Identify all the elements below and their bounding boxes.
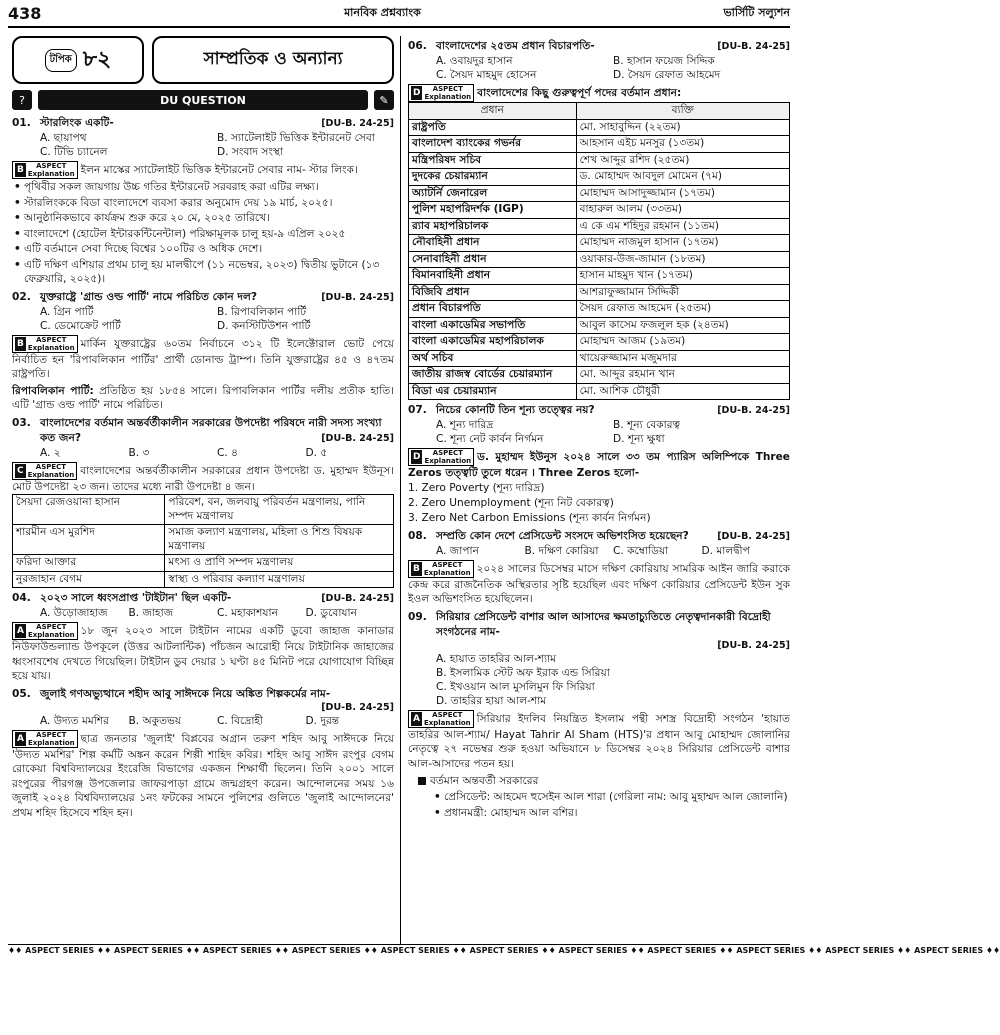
exam-tag: [DU-B. 24-25] <box>321 701 394 713</box>
table-row <box>409 202 790 219</box>
topic-badge <box>12 36 144 84</box>
position-cell: পুলিশ মহাপরিদর্শক (IGP) <box>409 202 577 219</box>
explanation: A ASPECT Explanation সিরিয়ার ইদলিব নিয়ন্ত্রিত ইসলাম পন্থী সশস্ত্র বিদ্রোহী সংগঠন 'হায়াত তাহরির আল-শ্যাম/ Hayat Tahrir Al Sham (HTS)'র প্রধান আবু মোহাম্মদ জোলানির নেতৃত্বে ২৭ নভেম্বর শুরু হওয়া অভিযানে ৮ ডিসেম্বর ২০২৪ সিরিয়ার প্রেসিডেন্ট বাশার আল-আসাদের পতন হয়। <box>408 710 790 770</box>
position-cell: বাংলা একাডেমির মহাপরিচালক <box>409 334 577 351</box>
options <box>12 305 394 333</box>
aspect-badge: B ASPECT Explanation <box>12 335 78 353</box>
option-a: A. শূন্য দারিদ্র <box>436 419 494 431</box>
exam-tag: [DU-B. 24-25] <box>717 530 790 542</box>
question-5 <box>12 687 394 821</box>
options <box>408 652 790 708</box>
question-number: 05. <box>12 687 31 700</box>
aspect-badge: B ASPECT Explanation <box>408 560 474 578</box>
table-row <box>409 251 790 268</box>
person-cell: আবুল কাসেম ফজলুল হক (২৪তম) <box>576 317 789 334</box>
section-bar <box>12 90 394 110</box>
option-a: A. উড়োজাহাজ <box>40 607 108 619</box>
aspect-badge: A ASPECT Explanation <box>408 710 474 728</box>
table-row <box>409 152 790 169</box>
position-cell: জাতীয় রাজস্ব বোর্ডের চেয়ারম্যান <box>409 367 577 384</box>
question-9 <box>408 610 790 821</box>
option-d: D. তাহরির হায়া আল-শাম <box>436 694 547 707</box>
option-b: B. শূন্য বেকারত্ব <box>613 419 681 431</box>
topic-number: ৮২ <box>82 46 112 72</box>
option-d: D. সৈয়দ রেফাত আহমেদ <box>613 69 721 81</box>
question-number: 04. <box>12 592 31 604</box>
question-text: নিচের কোনটি তিন শূন্য তত্ত্বের নয়? <box>436 404 595 416</box>
option-a: A. জাপান <box>436 544 479 557</box>
person-cell: মো. আব্দুর রহমান খান <box>576 367 789 384</box>
list-item: 1. Zero Poverty (শূন্য দারিদ্র) <box>408 481 545 494</box>
list-item: 3. Zero Net Carbon Emissions (শূন্য কার্বন নির্গমন) <box>408 511 651 524</box>
option-b: B. ইসলামিক স্টেট অফ ইরাক এন্ড সিরিয়া <box>436 666 610 679</box>
table-row <box>409 350 790 367</box>
series-title: ভার্সিটি সল্যুশন <box>723 6 790 19</box>
position-cell: র‍্যাব মহাপরিচালক <box>409 218 577 235</box>
question-text: বাংলাদেশের বর্তমান অন্তর্বর্তীকালীন সরকারের উপদেষ্টা পরিষদে নারী সদস্য সংখ্যা কত জন? [DU-B. 24-25] <box>40 416 394 444</box>
exam-tag: [DU-B. 24-25] <box>717 639 790 651</box>
book-title: মানবিক প্রশ্নব্যাংক <box>344 6 421 19</box>
question-number: 09. <box>408 610 427 623</box>
aspect-badge: C ASPECT Explanation <box>12 462 77 480</box>
options <box>408 54 790 82</box>
table-row <box>409 334 790 351</box>
person-cell: মো. আশিক চৌধুরী <box>576 383 789 400</box>
page-number: 438 <box>8 4 42 23</box>
option-c: C. ৪ <box>217 446 239 459</box>
question-number: 07. <box>408 404 427 416</box>
topic-title: সাম্প্রতিক ও অন্যান্য <box>152 36 394 84</box>
position-cell: রাষ্ট্রপতি <box>409 119 577 136</box>
table-header-row: প্রধান ব্যক্তি <box>409 103 790 120</box>
position-cell: মন্ত্রিপরিষদ সচিব <box>409 152 577 169</box>
exam-tag: [DU-B. 24-25] <box>321 432 394 444</box>
table-row <box>409 235 790 252</box>
option-d: D. সংবাদ সংস্থা <box>217 146 283 158</box>
person-cell: বাহারুল আলম (৩৩তম) <box>576 202 789 219</box>
list-item: • এটি বর্তমানে সেবা দিচ্ছে বিশ্বের ১০০টির ও অধিক দেশে। <box>12 242 394 257</box>
person-cell: মো. সাহাবুদ্দিন (২২তম) <box>576 119 789 136</box>
topic-label: টপিক <box>45 49 77 72</box>
list-item: • পৃথিবীর সকল জায়গায় উচ্চ গতির ইন্টারনেট সরবরাহ করা এটির লক্ষ্য। <box>12 180 394 195</box>
person-cell: ড. মোহাম্মদ আবদুল মোমেন (৭ম) <box>576 169 789 186</box>
option-b: B. অকুতভয় <box>128 714 182 727</box>
exam-tag: [DU-B. 24-25] <box>321 593 394 604</box>
option-a: A. ২ <box>40 446 61 459</box>
options <box>12 131 394 159</box>
table-row <box>409 367 790 384</box>
person-cell: আহসান এইচ মনসুর (১৩তম) <box>576 136 789 153</box>
column-divider <box>400 36 401 944</box>
question-7 <box>408 403 790 526</box>
list-item: • প্রধানমন্ত্রী: মোহাম্মদ আল বশির। <box>432 806 790 821</box>
explanation: B ASPECT Explanation ২০২৪ সালের ডিসেম্বর মাসে দক্ষিণ কোরিয়ায় সামরিক আইন জারি করাকে কেন্দ্র করে রাজনৈতিক অস্থিরতার সৃষ্টি হয়েছিল এবং দক্ষিণ কোরিয়ার প্রেসিডেন্ট ইউন সুক ইওল অভিশংসিত হয়েছিলেন। <box>408 560 790 605</box>
question-text: ২০২৩ সালে ধ্বংসপ্রাপ্ত 'টাইটান' ছিল একটি- <box>40 592 232 604</box>
option-d: D. মালদ্বীপ <box>701 544 750 557</box>
explanation: A ASPECT Explanation ১৮ জুন ২০২৩ সালে টাইটান নামের একটি ডুবো জাহাজ কানাডার নিউফাউন্ডল্যান্ড উপকূলে (উত্তর আটলান্টিক) পাঁচজন আরোহী নিয়ে টাইটানিক জাহাজের ধ্বংসাবশেষ দেখতে গিয়েছিল। টাইটান ডুব দেয়ার ১ ঘণ্টা ৪৫ মিনিট পরে যোগাযোগ বিচ্ছিন্ন হয়ে যায়। <box>12 623 394 682</box>
position-cell: অ্যাটর্নি জেনারেল <box>409 185 577 202</box>
option-a: A. গ্রিন পার্টি <box>40 305 94 318</box>
left-column <box>12 36 394 820</box>
topic-banner <box>12 36 394 84</box>
question-text: সম্প্রতি কোন দেশে প্রেসিডেন্ট সংসদে অভিশংসিত হয়েছেন? <box>436 529 689 542</box>
aspect-badge: D ASPECT Explanation <box>408 84 474 102</box>
position-cell: প্রধান বিচারপতি <box>409 301 577 318</box>
option-a: A. হায়াত তাহরির আল-শ্যাম <box>436 652 557 665</box>
list-item: • স্টারলিংককে বিডা বাংলাদেশে ব্যবসা করার অনুমোদ দেয় ১৯ মার্চ, ২০২৫। <box>12 196 394 211</box>
option-c: C. টিভি চ্যানেল <box>40 146 108 158</box>
question-text: সিরিয়ার প্রেসিডেন্ট বাশার আল আসাদের ক্ষমতাচ্যুতিতে নেতৃত্বদানকারী বিদ্রোহী সংগঠনের নাম- <box>436 610 771 638</box>
exam-tag: [DU-B. 24-25] <box>321 118 394 129</box>
option-d: D. দুরন্ত <box>305 714 340 727</box>
options <box>408 418 790 446</box>
three-zeros-list <box>408 481 790 526</box>
option-b: B. হাসান ফয়েজ সিদ্দিক <box>613 55 715 67</box>
table-row: শারমীন এস মুরশিদ সমাজ কল্যাণ মন্ত্রণালয়, মহিলা ও শিশু বিষয়ক মন্ত্রণালয় <box>13 525 394 555</box>
position-cell: বিজিবি প্রধান <box>409 284 577 301</box>
person-cell: খায়েরুজ্জামান মজুমদার <box>576 350 789 367</box>
exam-tag: [DU-B. 24-25] <box>717 41 790 52</box>
bullet-list <box>408 790 790 820</box>
explanation: B ASPECT Explanation ইলন মাস্কের স্যাটেলাইট ভিত্তিক ইন্টারনেট সেবার নাম- স্টার লিংক। <box>12 161 394 179</box>
question-number: 02. <box>12 290 31 303</box>
table-row <box>409 218 790 235</box>
options <box>408 544 790 558</box>
position-cell: দুদকের চেয়ারম্যান <box>409 169 577 186</box>
option-d: D. ৫ <box>305 446 328 459</box>
question-number: 01. <box>12 117 31 129</box>
option-b: B. জাহাজ <box>128 607 174 619</box>
person-cell: হাসান মাহমুদ খান (১৭তম) <box>576 268 789 285</box>
table-row <box>409 383 790 400</box>
exam-tag: [DU-B. 24-25] <box>321 291 394 303</box>
aspect-badge: B ASPECT Explanation <box>12 161 78 179</box>
table-row <box>409 268 790 285</box>
page-header <box>8 6 790 28</box>
page-footer: ♦♦ ASPECT SERIES ♦♦ ASPECT SERIES ♦♦ ASPECT SERIES ♦♦ ASPECT SERIES ♦♦ ASPECT SERIES ♦♦ ASPECT SERIES ♦♦ ASPECT SERIES ♦♦ ASPECT SERIES ♦♦ ASPECT SERIES ♦♦ ASPECT SERIES ♦♦ ASPECT SERIES ♦♦ <box>8 946 1000 955</box>
aspect-badge: A ASPECT Explanation <box>12 622 78 640</box>
option-b: B. স্যাটেলাইট ভিত্তিক ইন্টারনেট সেবা <box>217 132 375 144</box>
person-cell: সৈয়দ রেফাত আহমেদ (২৫তম) <box>576 301 789 318</box>
option-d: D. শূন্য ক্ষুধা <box>613 433 665 445</box>
question-number: 08. <box>408 529 427 542</box>
option-a: A. ওবায়দুর হাসান <box>436 55 513 67</box>
list-item: • বাংলাদেশে (হোটেল ইন্টারকন্টিনেন্টাল) পরিক্ষামূলক চালু হয়-৯ এপ্রিল ২০২৫ <box>12 227 394 242</box>
table-row <box>409 317 790 334</box>
option-c: C. মহাকাশযান <box>217 607 278 619</box>
person-cell: মোহাম্মদ আজম (১৯তম) <box>576 334 789 351</box>
explanation: B ASPECT Explanation মার্কিন যুক্তরাষ্ট্রের ৬০তম নির্বাচনে ৩১২ টি ইলেক্টোরাল ভোট পেয়ে নির্বাচিত হন 'রিপাবলিকান পার্টির' প্রার্থী ডোনাল্ড ট্রাম্প। তিনি যুক্তরাষ্ট্রের ৪৫ ও ৪৭তম রাষ্ট্রপতি। <box>12 335 394 380</box>
list-item: 2. Zero Unemployment (শূন্য নিট বেকারত্ব) <box>408 496 614 509</box>
person-cell: ওয়াকার-উজ-জামান (১৮তম) <box>576 251 789 268</box>
explanation: C ASPECT Explanation বাংলাদেশের অন্তর্বর্তীকালীন সরকারের প্রধান উপদেষ্টা ড. মুহাম্মদ ইউনূস। মোট উপদেষ্টা ২৩ জন। তাদের মধ্যে নারী উপদেষ্টা ৪ জন। <box>12 462 394 493</box>
option-b: B. রিপাবলিকান পার্টি <box>217 305 307 318</box>
question-number: 06. <box>408 40 427 52</box>
list-item: • প্রেসিডেন্ট: আহমেদ হুসেইন আল শারা (গেরিলা নাম: আবু মুহাম্মদ আল জোলানি) <box>432 790 790 805</box>
options <box>12 446 394 460</box>
option-b: B. দক্ষিণ কোরিয়া <box>524 544 599 557</box>
person-cell: এ কে এম শহিদুর রহমান (১১তম) <box>576 218 789 235</box>
person-cell: মোহাম্মদ আসাদুজ্জামান (১৭তম) <box>576 185 789 202</box>
option-c: C. সৈয়দ মাহমুদ হোসেন <box>436 69 537 81</box>
question-2 <box>12 290 394 413</box>
person-cell: মোহাম্মদ নাজমুল হাসান (১৭তম) <box>576 235 789 252</box>
position-cell: বিমানবাহিনী প্রধান <box>409 268 577 285</box>
exam-tag: [DU-B. 24-25] <box>717 405 790 416</box>
right-column <box>408 36 790 821</box>
question-6 <box>408 39 790 400</box>
question-text: যুক্তরাষ্ট্রে 'গ্রান্ড ওল্ড পার্টি' নামে পরিচিত কোন দল? <box>40 290 258 303</box>
square-bullet-icon <box>418 777 426 785</box>
position-cell: বিডা এর চেয়ারম্যান <box>409 383 577 400</box>
table-row <box>409 169 790 186</box>
question-3 <box>12 416 394 589</box>
aspect-badge: A ASPECT Explanation <box>12 730 78 748</box>
position-cell: নৌবাহিনী প্রধান <box>409 235 577 252</box>
option-d: D. ডুবোযান <box>305 607 357 619</box>
table-row: ফরিদা আক্তার মৎস্য ও প্রাণি সম্পদ মন্ত্রণালয় <box>13 555 394 572</box>
position-cell: বাংলাদেশ ব্যাংকের গভর্নর <box>409 136 577 153</box>
list-item: • আনুষ্ঠানিকভাবে কার্যক্রম শুরু করে ২০ মে, ২০২৫ তারিখে। <box>12 211 394 226</box>
option-c: C. শূন্য নেট কার্বন নির্গমন <box>436 433 544 445</box>
option-d: D. কনস্টিটিউশন পার্টি <box>217 319 311 332</box>
question-text: জুলাই গণঅভ্যুত্থানে শহীদ আবু সাঈদকে নিয়ে অঙ্কিত শিল্পকর্মের নাম- <box>40 687 331 700</box>
option-b: B. ৩ <box>128 446 150 459</box>
aspect-badge: D ASPECT Explanation <box>408 448 474 466</box>
table-row <box>409 185 790 202</box>
table-row <box>409 136 790 153</box>
section-title: DU QUESTION <box>38 90 368 110</box>
person-cell: আশরাফুজ্জামান সিদ্দিকী <box>576 284 789 301</box>
option-a: A. উদ্যত মমশির <box>40 714 109 727</box>
question-number: 03. <box>12 416 31 429</box>
position-cell: সেনাবাহিনী প্রধান <box>409 251 577 268</box>
explanation: A ASPECT Explanation ছাত্র জনতার 'জুলাই' বিপ্লবের অগ্রান তরুণ শহিদ আবু সাঈদকে নিয়ে 'উদ্যত মমশির' শিল্প কর্মটি অঙ্কন করেন শিল্পী শাহিদ কবির। শহিদ আবু সাঈদ রংপুর বেগম রোকেয়া বিশ্ববিদ্যালয়ের ইংরেজি বিভাগের একজন শিক্ষার্থী ছিলেন। তিনি ২০০১ সালে রংপুরের পীরগঞ্জ উপজেলার জাফরপাড়া গ্রামে জন্মগ্রহণ করেন। আন্দোলনের সময় ১৬ জুলাই ২০২৪ বিশ্ববিদ্যালয়ের ১নং ফটকের সামনে পুলিশের গুলিতে 'জুলাই আন্দোলনের' প্রথম শহিদ হিসেবে শহিদ হন। <box>12 730 394 819</box>
option-c: C. ডেমোক্রেট পার্টি <box>40 319 121 332</box>
question-4 <box>12 591 394 684</box>
table-row <box>409 284 790 301</box>
question-text: স্টারলিংক একটি- <box>40 117 114 129</box>
bullet-list <box>12 180 394 287</box>
position-cell: অর্থ সচিব <box>409 350 577 367</box>
option-c: C. কম্বোডিয়া <box>613 544 669 557</box>
question-icon: ? <box>12 90 32 110</box>
person-cell: শেখ আব্দুর রশিদ (২৫তম) <box>576 152 789 169</box>
pencil-icon: ✎ <box>374 90 394 110</box>
table-row <box>409 119 790 136</box>
explanation: D ASPECT Explanation বাংলাদেশের কিছু গুরুত্বপূর্ণ পদের বর্তমান প্রধান: <box>408 84 790 102</box>
explanation-note: রিপাবলিকান পার্টি: প্রতিষ্ঠিত হয় ১৮৫৪ সালে। রিপাবলিকান পার্টির দলীয় প্রতীক হাতি। এটি 'গ্রান্ড ওল্ড পার্টি' নামে পরিচিত। <box>12 384 394 411</box>
advisor-table <box>12 494 394 588</box>
question-8 <box>408 529 790 607</box>
position-cell: বাংলা একাডেমির সভাপতি <box>409 317 577 334</box>
table-row: সৈয়দা রেজওয়ানা হাসান পরিবেশ, বন, জলবায়ু পরিবর্তন মন্ত্রণালয়, পানি সম্পদ মন্ত্রণালয় <box>13 495 394 525</box>
explanation: D ASPECT Explanation ড. মুহাম্মদ ইউনুস ২০২৪ সালে ৩৩ তম প্যারিস অলিম্পিকে Three Zeros তত্ত্বটি তুলে ধরেন । Three Zeros হলো- <box>408 449 790 479</box>
table-row: নুরজাহান বেগম স্বাস্থ্য ও পরিবার কল্যাণ মন্ত্রণালয় <box>13 571 394 588</box>
question-text: বাংলাদেশের ২৫তম প্রধান বিচারপতি- <box>436 40 595 52</box>
option-c: C. ইখওয়ান আল মুসলিমুন ফি সিরিয়া <box>436 680 595 693</box>
option-c: C. বিদ্রোহী <box>217 714 264 727</box>
options <box>12 714 394 728</box>
table-row <box>409 301 790 318</box>
option-a: A. ছায়াপথ <box>40 132 87 144</box>
list-item: • এটি দক্ষিণ এশিয়ার প্রথম চালু হয় মালদ্বীপে (১১ নভেম্বর, ২০২৩) দ্বিতীয় ভুটানে (১৩ ফেব্রুয়ারি, ২০২৫)। <box>12 258 394 287</box>
options <box>12 606 394 620</box>
question-1 <box>12 116 394 287</box>
officials-table <box>408 102 790 400</box>
sub-heading: বর্তমান অন্তবর্তী সরকারের <box>408 774 790 789</box>
